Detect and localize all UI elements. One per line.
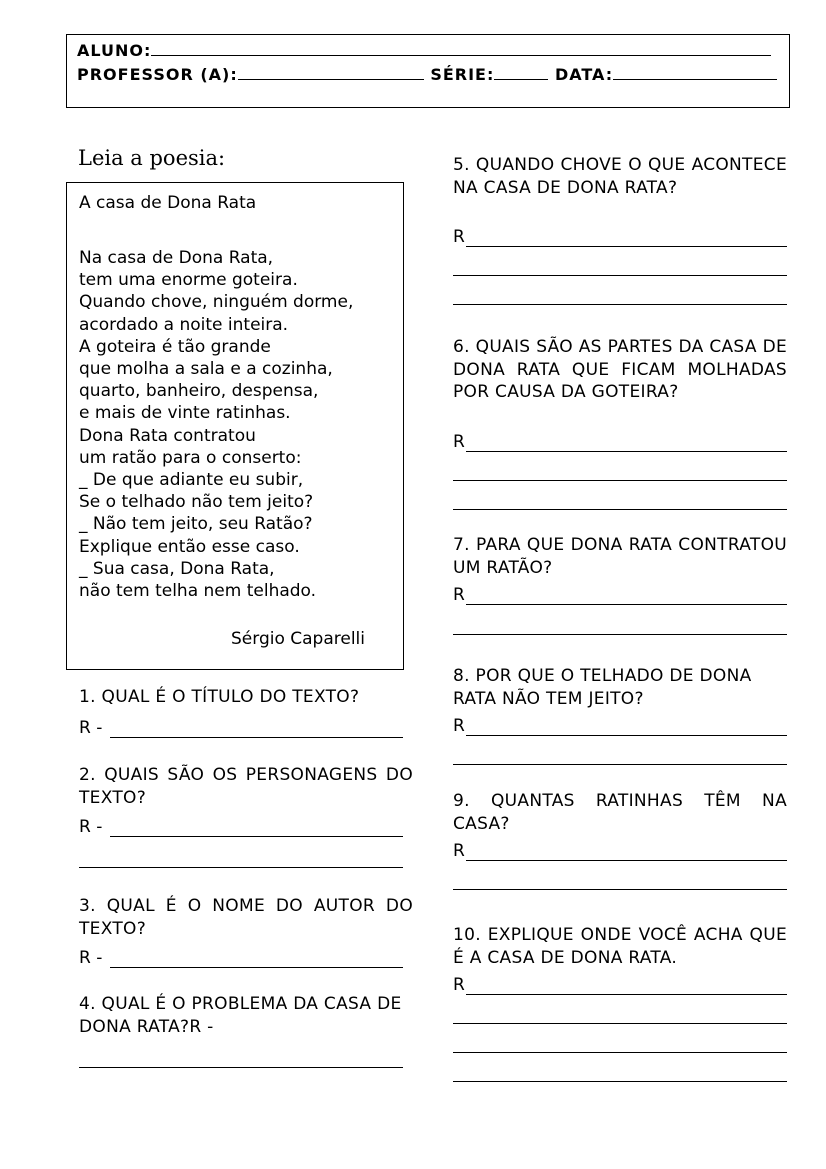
answer-prefix: R	[453, 841, 465, 861]
question-5: 5. QUANDO CHOVE O QUE ACONTECE NA CASA DE DONA RATA?	[453, 155, 787, 198]
answer-line-8b[interactable]	[453, 764, 787, 765]
poem-line: Na casa de Dona Rata,	[79, 248, 274, 268]
answer-prefix: R	[453, 432, 465, 452]
poem-line: _ Sua casa, Dona Rata,	[79, 558, 275, 579]
question-8: 8. POR QUE O TELHADO DE DONA RATA NÃO TEM JEITO?	[453, 666, 752, 709]
answer-prefix: R	[453, 716, 465, 736]
question-7: 7. PARA QUE DONA RATA CONTRATOU UM RATÃO?	[453, 535, 787, 578]
answer-line-10d[interactable]	[453, 1081, 787, 1082]
poem-line: um ratão para o conserto:	[79, 447, 302, 468]
poem-line: não tem telha nem telhado.	[79, 581, 317, 602]
answer-line-9b[interactable]	[453, 889, 787, 890]
question-2: 2. QUAIS SÃO OS PERSONAGENS DO TEXTO?	[79, 765, 413, 808]
answer-prefix: R -	[79, 817, 103, 837]
answer-prefix: R	[453, 585, 465, 605]
question-10: 10. EXPLIQUE ONDE VOCÊ ACHA QUE É A CASA DE DONA RATA.	[453, 925, 787, 968]
poem-line: Se o telhado não tem jeito?	[79, 492, 314, 513]
aluno-field[interactable]	[151, 41, 771, 56]
professor-row	[77, 65, 777, 84]
poem-title: A casa de Dona Rata	[79, 193, 257, 213]
poem-line: tem uma enorme goteira.	[79, 270, 298, 291]
answer-line-10c[interactable]	[453, 1052, 787, 1053]
instruction: Leia a poesia:	[78, 146, 226, 170]
answer-line-7b[interactable]	[453, 634, 787, 635]
poem-line: acordado a noite inteira.	[79, 314, 289, 335]
answer-line-10b[interactable]	[453, 1023, 787, 1024]
answer-prefix: R	[453, 227, 465, 247]
poem-box	[66, 182, 404, 670]
poem-line: quarto, banheiro, despensa,	[79, 381, 319, 402]
data-label: DATA:	[554, 65, 614, 84]
poem-line: Quando chove, ninguém dorme,	[79, 292, 354, 313]
answer-line-3[interactable]	[110, 967, 403, 968]
poem-line: e mais de vinte ratinhas.	[79, 403, 291, 424]
answer-line-4[interactable]	[79, 1067, 403, 1068]
question-1: 1. QUAL É O TÍTULO DO TEXTO?	[79, 687, 360, 707]
answer-line-8a[interactable]	[466, 735, 787, 736]
answer-line-5c[interactable]	[453, 304, 787, 305]
answer-line-6b[interactable]	[453, 480, 787, 481]
professor-field[interactable]	[238, 65, 424, 80]
question-3: 3. QUAL É O NOME DO AUTOR DO TEXTO?	[79, 896, 413, 939]
answer-line-5b[interactable]	[453, 275, 787, 276]
poem-lines	[79, 247, 353, 602]
poem-line: _ De que adiante eu subir,	[79, 470, 304, 491]
poem-line: Explique então esse caso.	[79, 536, 300, 557]
student-info-header	[66, 34, 790, 108]
answer-prefix: R -	[79, 948, 103, 968]
answer-line-2b[interactable]	[79, 867, 403, 868]
question-9: 9. QUANTAS RATINHAS TÊM NA CASA?	[453, 791, 787, 834]
answer-prefix: R	[453, 975, 465, 995]
data-field[interactable]	[613, 65, 777, 80]
poem-line: A goteira é tão grande	[79, 336, 271, 357]
question-6: 6. QUAIS SÃO AS PARTES DA CASA DE DONA RATA QUE FICAM MOLHADAS POR CAUSA DA GOTEIRA?	[453, 337, 787, 402]
answer-line-1[interactable]	[110, 737, 403, 738]
aluno-label: ALUNO:	[77, 41, 152, 60]
poem-line: _ Não tem jeito, seu Ratão?	[79, 514, 313, 535]
professor-label: PROFESSOR (A):	[77, 65, 238, 84]
answer-line-2a[interactable]	[110, 836, 403, 837]
serie-field[interactable]	[494, 65, 548, 80]
poem-line: que molha a sala e a cozinha,	[79, 359, 333, 380]
answer-line-7a[interactable]	[466, 604, 787, 605]
answer-prefix: R -	[79, 718, 103, 738]
answer-line-5a[interactable]	[466, 246, 787, 247]
answer-line-6a[interactable]	[466, 451, 787, 452]
poem-author: Sérgio Caparelli	[231, 629, 365, 649]
answer-line-10a[interactable]	[466, 994, 787, 995]
answer-line-6c[interactable]	[453, 509, 787, 510]
aluno-row	[77, 41, 771, 60]
poem-line: Dona Rata contratou	[79, 425, 256, 446]
answer-line-9a[interactable]	[466, 860, 787, 861]
question-4: 4. QUAL É O PROBLEMA DA CASA DE DONA RATA?R -	[79, 994, 402, 1037]
serie-label: SÉRIE:	[430, 65, 495, 84]
